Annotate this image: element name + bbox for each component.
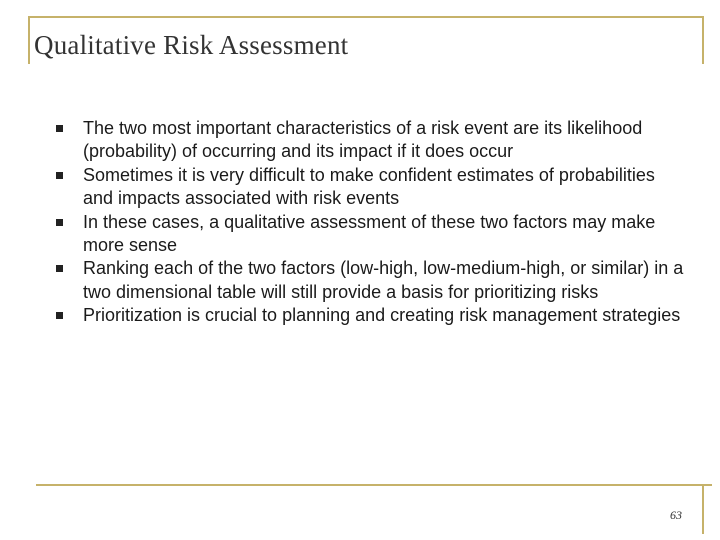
bottom-right-frame-line — [702, 484, 704, 534]
bullet-item — [56, 117, 686, 164]
left-frame-line — [28, 16, 30, 64]
square-bullet-icon — [56, 125, 63, 132]
bullet-item — [56, 304, 686, 327]
page-number: 63 — [670, 508, 682, 522]
bullet-text: The two most important characteristics of a risk event are its likelihood (probability) of occurring and its impact if it does occur — [83, 118, 643, 162]
bottom-frame-line — [36, 484, 712, 486]
square-bullet-icon — [56, 172, 63, 179]
bullet-text: In these cases, a qualitative assessment of these two factors may make more sense — [83, 211, 656, 256]
square-bullet-icon — [56, 312, 63, 319]
bullet-item — [56, 211, 686, 258]
bullet-text: Sometimes it is very difficult to make confident estimates of probabilities and impacts associated with risk events — [83, 164, 655, 209]
square-bullet-icon — [56, 265, 63, 272]
right-frame-line — [702, 16, 704, 64]
bullet-list — [56, 117, 686, 328]
bullet-text: Ranking each of the two factors (low-high, low-medium-high, or similar) in a two dimensional table will still provide a basis for prioritizing risks — [83, 258, 684, 302]
square-bullet-icon — [56, 219, 63, 226]
top-frame-line — [28, 16, 704, 18]
bullet-item — [56, 257, 686, 304]
bullet-item — [56, 164, 686, 211]
bullet-text: Prioritization is crucial to planning and creating risk management strategies — [83, 305, 681, 326]
slide-title: Qualitative Risk Assessment — [34, 30, 349, 60]
